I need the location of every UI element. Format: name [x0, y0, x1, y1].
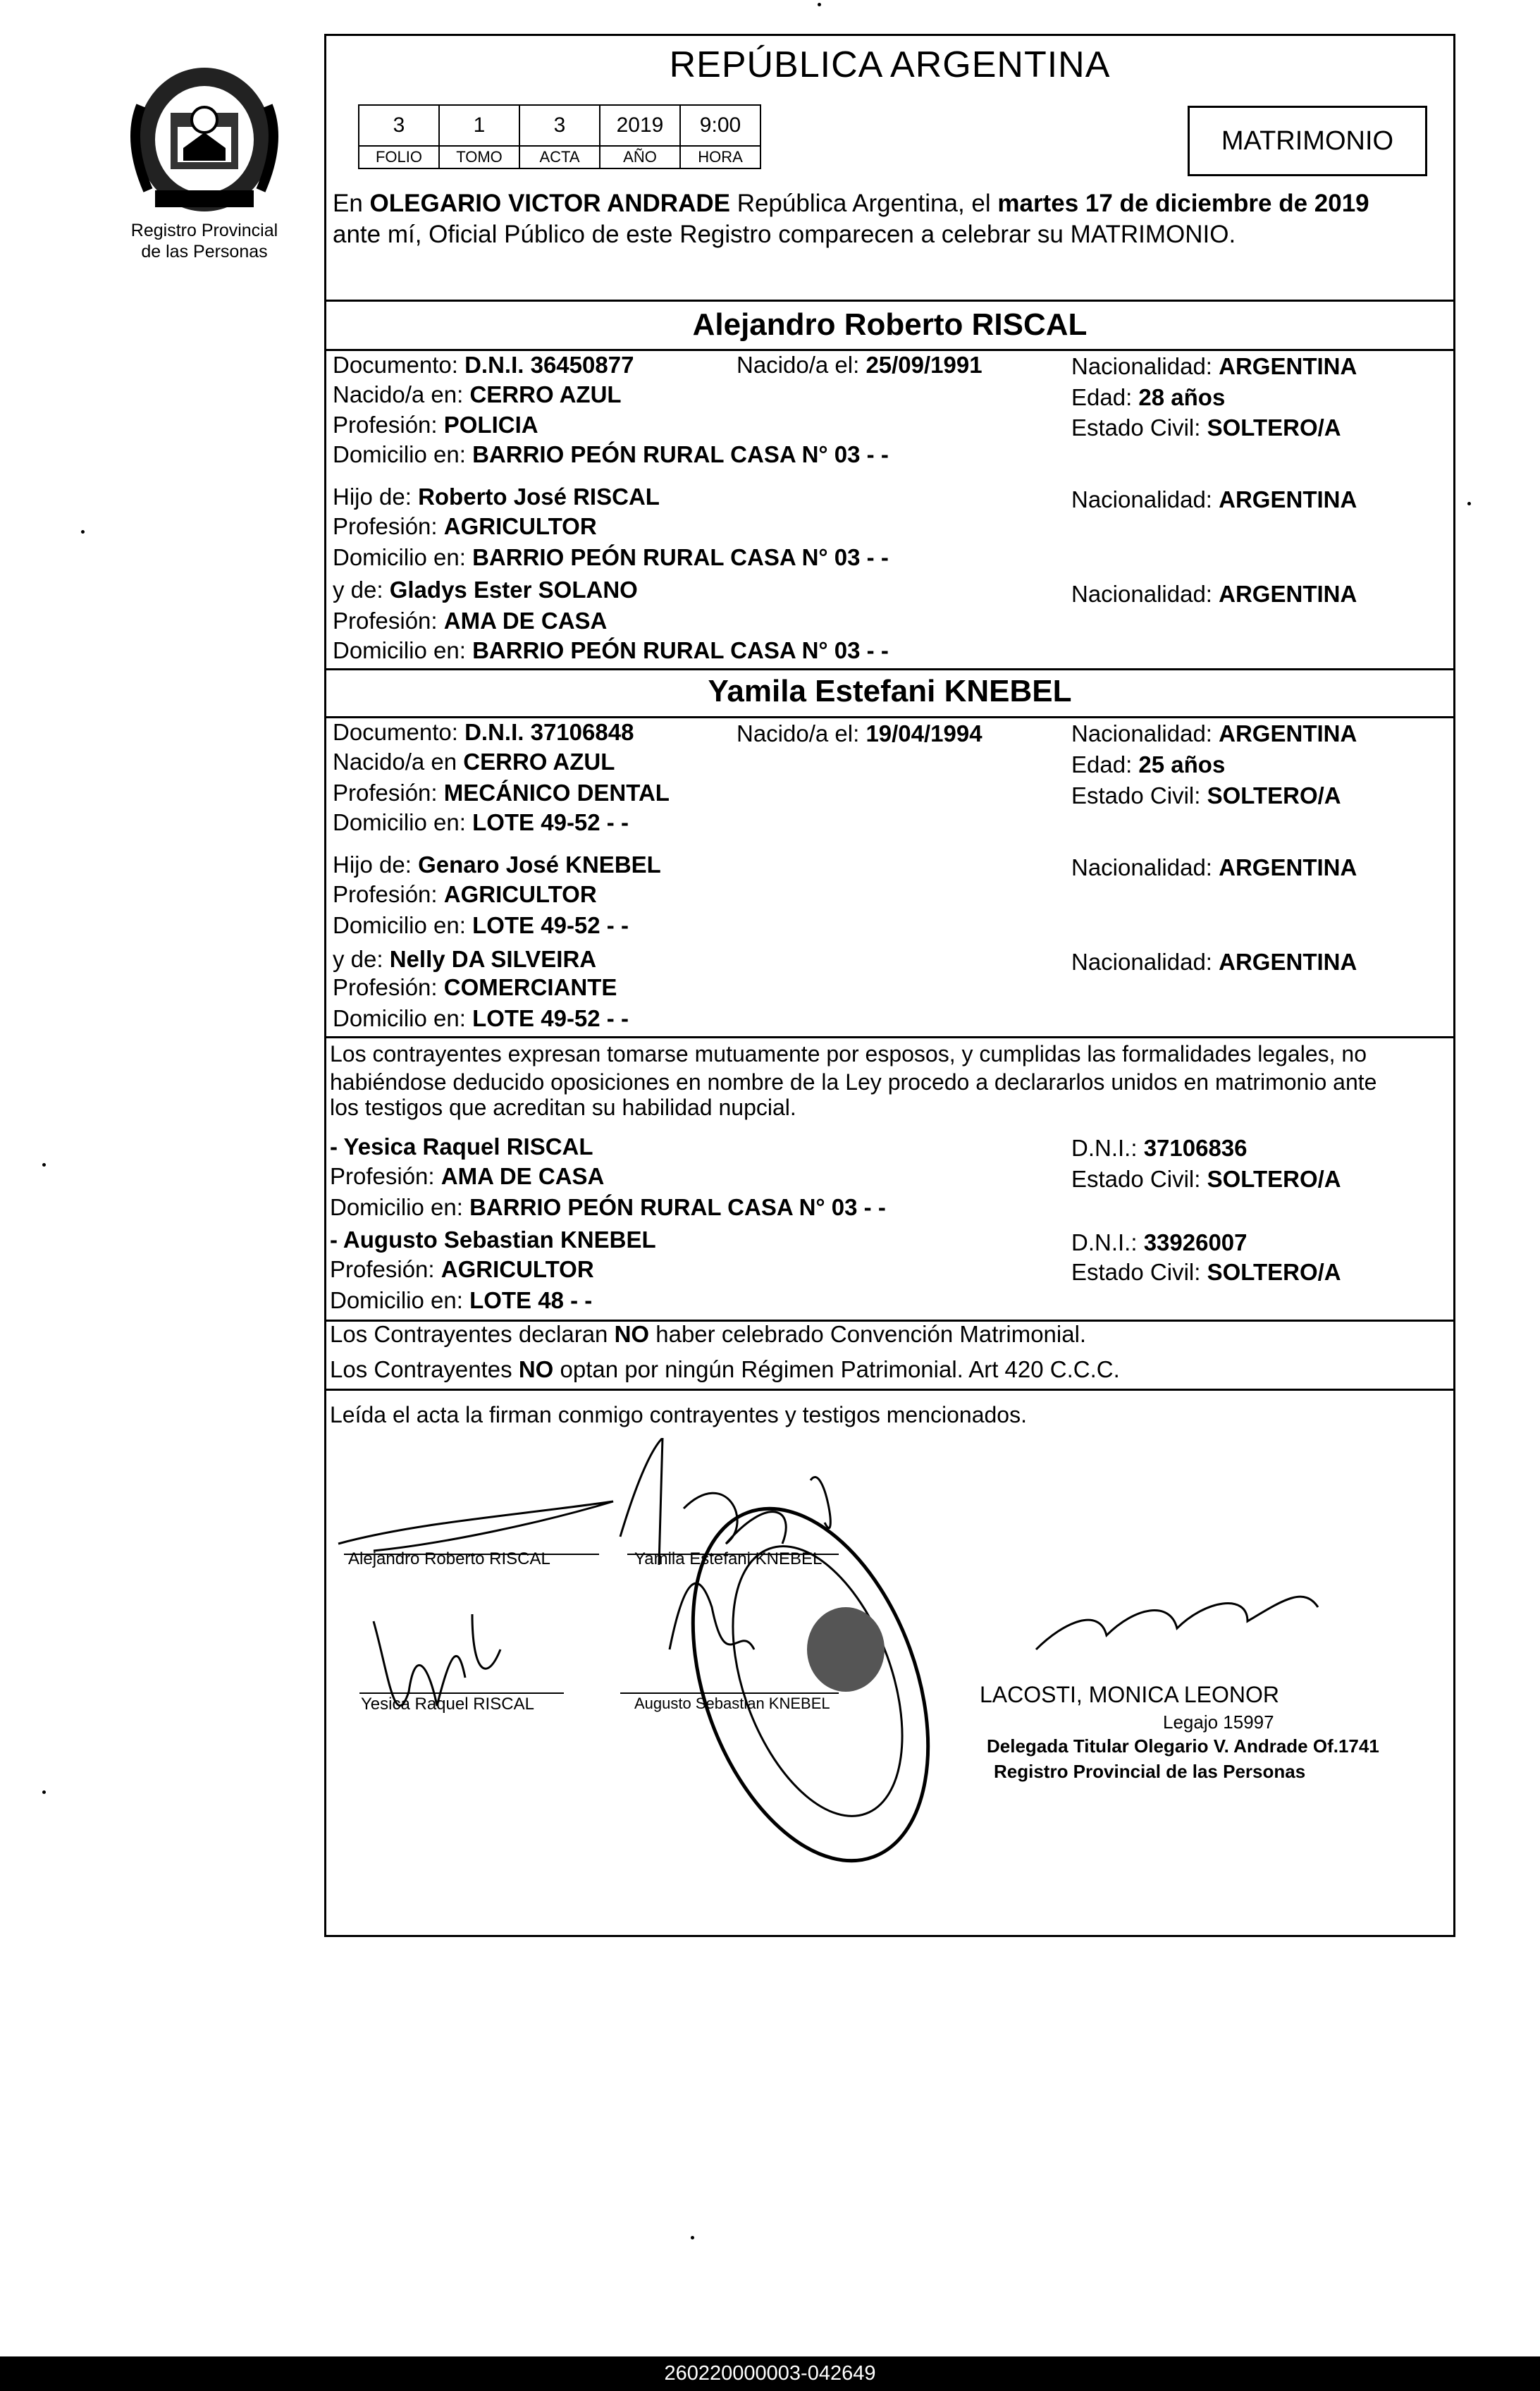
- value: SOLTERO/A: [1207, 782, 1341, 809]
- hour-value: 9:00: [680, 105, 760, 146]
- spouse1-mother-profession: [333, 606, 607, 636]
- provincial-emblem-logo: [113, 56, 296, 219]
- spouse1-nationality: [1071, 352, 1357, 381]
- label: Profesión:: [333, 881, 444, 907]
- record-type-box: MATRIMONIO: [1188, 106, 1427, 176]
- witness1-profession: [330, 1162, 604, 1191]
- label: Nacido/a en:: [333, 381, 470, 407]
- closing-statement: Leída el acta la firman conmigo contrayentes y testigos mencionados.: [330, 1402, 1027, 1427]
- label: Nacido/a el:: [737, 720, 866, 746]
- value: D.N.I. 36450877: [464, 352, 634, 378]
- value: LOTE 49-52 - -: [472, 1005, 629, 1031]
- label: Nacionalidad:: [1071, 720, 1219, 746]
- label: Edad:: [1071, 384, 1139, 410]
- spouse1-civil-status: [1071, 413, 1341, 443]
- signature-scribble: [374, 1614, 500, 1706]
- registry-label-line2: de las Personas: [141, 242, 268, 262]
- label: Edad:: [1071, 751, 1139, 777]
- official-seal-inner: [700, 1523, 935, 1839]
- seal-emblem: [807, 1607, 885, 1692]
- official-legajo: Legajo 15997: [1163, 1711, 1274, 1733]
- intro-text: En: [333, 190, 370, 217]
- label: Domicilio en:: [330, 1287, 470, 1313]
- spouse2-nationality: [1071, 719, 1357, 749]
- value: ARGENTINA: [1219, 486, 1357, 512]
- label: Profesión:: [333, 513, 444, 539]
- label: Nacionalidad:: [1071, 353, 1219, 379]
- value: CERRO AZUL: [469, 381, 622, 407]
- folio-key: FOLIO: [359, 146, 439, 168]
- witness2-profession: [330, 1255, 594, 1284]
- intro-text: República Argentina, el: [729, 190, 998, 217]
- scan-speck: [81, 530, 85, 534]
- signature-label-witness1: Yesica Raquel RISCAL: [361, 1695, 534, 1714]
- registry-label: [106, 220, 303, 262]
- scan-speck: [42, 1790, 46, 1794]
- label: Hijo de:: [333, 484, 419, 510]
- value: LOTE 49-52 - -: [472, 912, 629, 938]
- document-code-bar: 260220000003-042649: [0, 2356, 1540, 2391]
- witness1-name: [330, 1132, 593, 1162]
- year-key: AÑO: [600, 146, 680, 168]
- label: Estado Civil:: [1071, 1259, 1207, 1285]
- spouse1-born: [737, 350, 982, 380]
- scan-speck: [1467, 502, 1471, 505]
- value: ARGENTINA: [1219, 854, 1357, 880]
- label: Hijo de:: [333, 852, 419, 878]
- value: 37106836: [1143, 1135, 1248, 1161]
- value: AMA DE CASA: [441, 1163, 605, 1189]
- value: AGRICULTOR: [443, 881, 597, 907]
- witness2-address: [330, 1286, 592, 1315]
- label: Estado Civil:: [1071, 414, 1207, 441]
- value: ARGENTINA: [1219, 353, 1357, 379]
- value: - Augusto Sebastian KNEBEL: [330, 1227, 656, 1253]
- folio-value: 3: [359, 105, 439, 146]
- label: Nacionalidad:: [1071, 581, 1219, 607]
- value: D.N.I. 37106848: [464, 719, 634, 745]
- spouse1-father-profession: [333, 512, 597, 541]
- signatures-area: [331, 1438, 1431, 1889]
- value: 25/09/1991: [866, 352, 982, 378]
- value: POLICIA: [443, 412, 538, 438]
- scan-speck: [691, 2236, 694, 2239]
- label: Nacionalidad:: [1071, 854, 1219, 880]
- signature-label-witness2: Augusto Sebastian KNEBEL: [634, 1695, 830, 1712]
- spouse2-born: [737, 719, 982, 749]
- label: D.N.I.:: [1071, 1229, 1144, 1255]
- signature-scribble: [670, 1583, 754, 1649]
- scan-speck: [42, 1163, 46, 1167]
- label: Domicilio en:: [333, 809, 473, 835]
- official-seal: [648, 1476, 973, 1889]
- label: Domicilio en:: [333, 637, 473, 663]
- intro-line-1: [333, 189, 1369, 219]
- divider: [324, 300, 1455, 302]
- label: Domicilio en:: [333, 441, 473, 467]
- spouse2-profession: [333, 778, 670, 808]
- divider: [324, 1389, 1455, 1391]
- value: BARRIO PEÓN RURAL CASA N° 03 - -: [472, 441, 889, 467]
- value: Nelly DA SILVEIRA: [389, 946, 597, 972]
- spouse2-birthplace: [333, 747, 615, 777]
- spouse2-father-nationality: [1071, 853, 1357, 883]
- declaration-line-2: habiéndose deducido oposiciones en nombre de la Ley procedo a declararlos unidos en matrimonio ante: [330, 1069, 1377, 1095]
- official-organization: Registro Provincial de las Personas: [994, 1761, 1306, 1782]
- value: AMA DE CASA: [443, 608, 608, 634]
- spouse2-name: Yamila Estefani KNEBEL: [708, 674, 1072, 708]
- label: Profesión:: [333, 780, 444, 806]
- label: Profesión:: [333, 412, 444, 438]
- country-title: REPÚBLICA ARGENTINA: [669, 44, 1111, 85]
- label: Nacionalidad:: [1071, 949, 1219, 975]
- label: Nacido/a en: [333, 749, 464, 775]
- folio-table: [358, 104, 761, 169]
- value: 25 años: [1138, 751, 1226, 777]
- declaration-line-1: Los contrayentes expresan tomarse mutuamente por esposos, y cumplidas las formalidades legales, no: [330, 1041, 1367, 1067]
- value: ARGENTINA: [1219, 581, 1357, 607]
- signature-label-spouse1: Alejandro Roberto RISCAL: [348, 1549, 550, 1568]
- label: Domicilio en:: [330, 1194, 470, 1220]
- text: NO: [518, 1356, 554, 1382]
- spouse2-address: [333, 808, 629, 837]
- spouse1-doc: [333, 350, 634, 380]
- spouse2-father: [333, 850, 661, 880]
- value: ARGENTINA: [1219, 949, 1357, 975]
- value: Roberto José RISCAL: [418, 484, 660, 510]
- label: Nacido/a el:: [737, 352, 866, 378]
- spouse1-profession: [333, 410, 538, 440]
- divider: [324, 668, 1455, 670]
- value: SOLTERO/A: [1207, 414, 1341, 441]
- convention-line-1: [330, 1320, 1086, 1349]
- label: D.N.I.:: [1071, 1135, 1144, 1161]
- convention-line-2: [330, 1355, 1120, 1384]
- official-title: Delegada Titular Olegario V. Andrade Of.1741: [987, 1735, 1379, 1757]
- witness1-address: [330, 1193, 886, 1222]
- value: - Yesica Raquel RISCAL: [330, 1133, 593, 1160]
- value: AGRICULTOR: [443, 513, 597, 539]
- spouse1-father: [333, 482, 660, 512]
- spouse2-mother-nationality: [1071, 947, 1357, 977]
- witness1-civil-status: [1071, 1164, 1341, 1194]
- declaration-line-3: los testigos que acreditan su habilidad nupcial.: [330, 1095, 796, 1120]
- value: SOLTERO/A: [1207, 1259, 1341, 1285]
- spouse1-age: [1071, 383, 1225, 412]
- label: Documento:: [333, 352, 465, 378]
- intro-place: OLEGARIO VICTOR ANDRADE: [369, 190, 730, 217]
- spouse2-mother-address: [333, 1004, 629, 1033]
- value: Gladys Ester SOLANO: [389, 577, 638, 603]
- value: ARGENTINA: [1219, 720, 1357, 746]
- spouse2-father-address: [333, 911, 629, 940]
- value: COMERCIANTE: [443, 974, 617, 1000]
- witness1-dni: [1071, 1133, 1248, 1163]
- spouse2-mother: [333, 945, 596, 974]
- value: MECÁNICO DENTAL: [443, 780, 670, 806]
- witness2-dni: [1071, 1228, 1248, 1258]
- spouse1-mother-nationality: [1071, 579, 1357, 609]
- value: BARRIO PEÓN RURAL CASA N° 03 - -: [469, 1194, 886, 1220]
- label: Estado Civil:: [1071, 782, 1207, 809]
- spouse2-father-profession: [333, 880, 597, 909]
- witness2-name: [330, 1225, 656, 1255]
- spouse1-name: Alejandro Roberto RISCAL: [692, 307, 1088, 342]
- spouse1-mother: [333, 575, 638, 605]
- text: haber celebrado Convención Matrimonial.: [649, 1321, 1087, 1347]
- hour-key: HORA: [680, 146, 760, 168]
- label: Profesión:: [330, 1163, 441, 1189]
- registry-label-line1: Registro Provincial: [130, 221, 278, 240]
- label: Estado Civil:: [1071, 1166, 1207, 1192]
- value: 33926007: [1143, 1229, 1248, 1255]
- label: Nacionalidad:: [1071, 486, 1219, 512]
- text: NO: [614, 1321, 650, 1347]
- label: y de:: [333, 577, 390, 603]
- label: y de:: [333, 946, 390, 972]
- acta-key: ACTA: [519, 146, 600, 168]
- spouse2-doc: [333, 718, 634, 747]
- label: Documento:: [333, 719, 465, 745]
- spouse2-age: [1071, 750, 1225, 780]
- acta-value: 3: [519, 105, 600, 146]
- spouse2-civil-status: [1071, 781, 1341, 811]
- text: Los Contrayentes declaran: [330, 1321, 615, 1347]
- value: Genaro José KNEBEL: [418, 852, 661, 878]
- label: Domicilio en:: [333, 544, 473, 570]
- year-value: 2019: [600, 105, 680, 146]
- text: Los Contrayentes: [330, 1356, 519, 1382]
- signature-scribble: [1036, 1597, 1318, 1649]
- signature-scribble: [620, 1438, 830, 1565]
- signature-label-spouse2: Yamila Estefani KNEBEL: [634, 1549, 823, 1568]
- value: 28 años: [1138, 384, 1226, 410]
- divider: [324, 1036, 1455, 1038]
- spouse1-father-address: [333, 543, 889, 572]
- value: SOLTERO/A: [1207, 1166, 1341, 1192]
- label: Domicilio en:: [333, 912, 473, 938]
- tomo-key: TOMO: [439, 146, 519, 168]
- intro-date: martes 17 de diciembre de 2019: [997, 190, 1369, 217]
- spouse1-father-nationality: [1071, 485, 1357, 515]
- value: 19/04/1994: [866, 720, 982, 746]
- scan-speck: [818, 3, 821, 6]
- official-name: LACOSTI, MONICA LEONOR: [980, 1682, 1279, 1707]
- value: AGRICULTOR: [441, 1256, 594, 1282]
- label: Profesión:: [333, 608, 444, 634]
- spouse1-address: [333, 440, 889, 469]
- value: BARRIO PEÓN RURAL CASA N° 03 - -: [472, 544, 889, 570]
- tomo-value: 1: [439, 105, 519, 146]
- intro-line-2: ante mí, Oficial Público de este Registro comparecen a celebrar su MATRIMONIO.: [333, 221, 1236, 248]
- value: LOTE 49-52 - -: [472, 809, 629, 835]
- text: optan por ningún Régimen Patrimonial. Art 420 C.C.C.: [553, 1356, 1120, 1382]
- value: BARRIO PEÓN RURAL CASA N° 03 - -: [472, 637, 889, 663]
- spouse1-birthplace: [333, 380, 622, 410]
- value: LOTE 48 - -: [469, 1287, 593, 1313]
- signature-scribble: [338, 1501, 613, 1551]
- witness2-civil-status: [1071, 1258, 1341, 1287]
- label: Profesión:: [330, 1256, 441, 1282]
- value: CERRO AZUL: [463, 749, 615, 775]
- label: Domicilio en:: [333, 1005, 473, 1031]
- label: Profesión:: [333, 974, 444, 1000]
- spouse2-mother-profession: [333, 973, 617, 1002]
- spouse1-mother-address: [333, 636, 889, 665]
